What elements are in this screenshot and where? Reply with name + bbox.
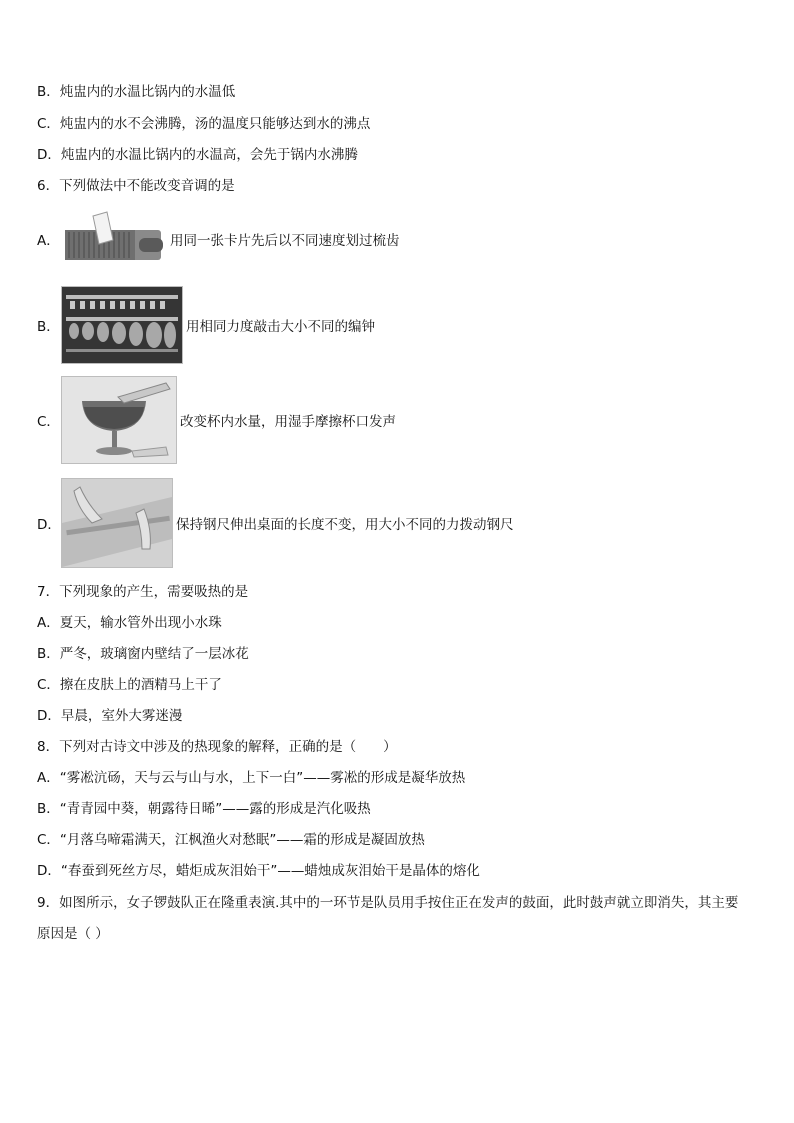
q8-option-d: D．“春蚕到死丝方尽，蜡炬成灰泪始干”——蜡烛成灰泪始干是晶体的熔化 (37, 863, 480, 879)
q6-option-b (37, 286, 375, 364)
q6-stem: 6．下列做法中不能改变音调的是 (37, 178, 235, 194)
q7-option-a: A．夏天，输水管外出现小水珠 (37, 615, 222, 631)
q8-option-a: A．“雾凇沆砀，天与云与山与水，上下一白”——雾凇的形成是凝华放热 (37, 770, 466, 786)
q6-option-c (37, 376, 396, 464)
q8-option-b: B．“青青园中葵，朝露待日晞”——露的形成是汽化吸热 (37, 801, 371, 817)
q6-option-d (37, 478, 514, 568)
option-letter: D． (37, 517, 61, 533)
q7-option-b: B．严冬，玻璃窗内壁结了一层冰花 (37, 646, 249, 662)
q7-option-d: D．早晨，室外大雾迷漫 (37, 708, 183, 724)
q8-option-c: C．“月落乌啼霜满天，江枫渔火对愁眠”——霜的形成是凝固放热 (37, 832, 425, 848)
q5-option-d: D．炖盅内的水温比锅内的水温高，会先于锅内水沸腾 (37, 147, 358, 163)
q9-stem-line2: 原因是（ ） (37, 926, 109, 942)
wine-glass-icon (61, 376, 177, 464)
option-letter: C． (37, 414, 60, 430)
q8-stem: 8．下列对古诗文中涉及的热现象的解释，正确的是（ ） (37, 739, 397, 755)
option-letter: B． (37, 319, 60, 335)
option-letter: A． (37, 233, 60, 249)
q7-option-c: C．擦在皮肤上的酒精马上干了 (37, 677, 222, 693)
q6-option-a (37, 210, 400, 268)
q5-option-b: B．炖盅内的水温比锅内的水温低 (37, 84, 236, 100)
comb-card-icon (61, 210, 167, 268)
q7-stem: 7．下列现象的产生，需要吸热的是 (37, 584, 249, 600)
steel-ruler-icon (61, 478, 173, 568)
q5-option-c: C．炖盅内的水不会沸腾，汤的温度只能够达到水的沸点 (37, 116, 371, 132)
option-text: 用同一张卡片先后以不同速度划过梳齿 (170, 233, 400, 249)
option-text: 改变杯内水量，用湿手摩擦杯口发声 (180, 414, 396, 430)
q9-stem-line1: 9．如图所示，女子锣鼓队正在隆重表演.其中的一环节是队员用手按住正在发声的鼓面，此时鼓声就立即消失，其主要 (37, 895, 739, 911)
chime-bells-icon (61, 286, 183, 364)
option-text: 用相同力度敲击大小不同的编钟 (186, 319, 375, 335)
option-text: 保持钢尺伸出桌面的长度不变，用大小不同的力拨动钢尺 (176, 517, 514, 533)
